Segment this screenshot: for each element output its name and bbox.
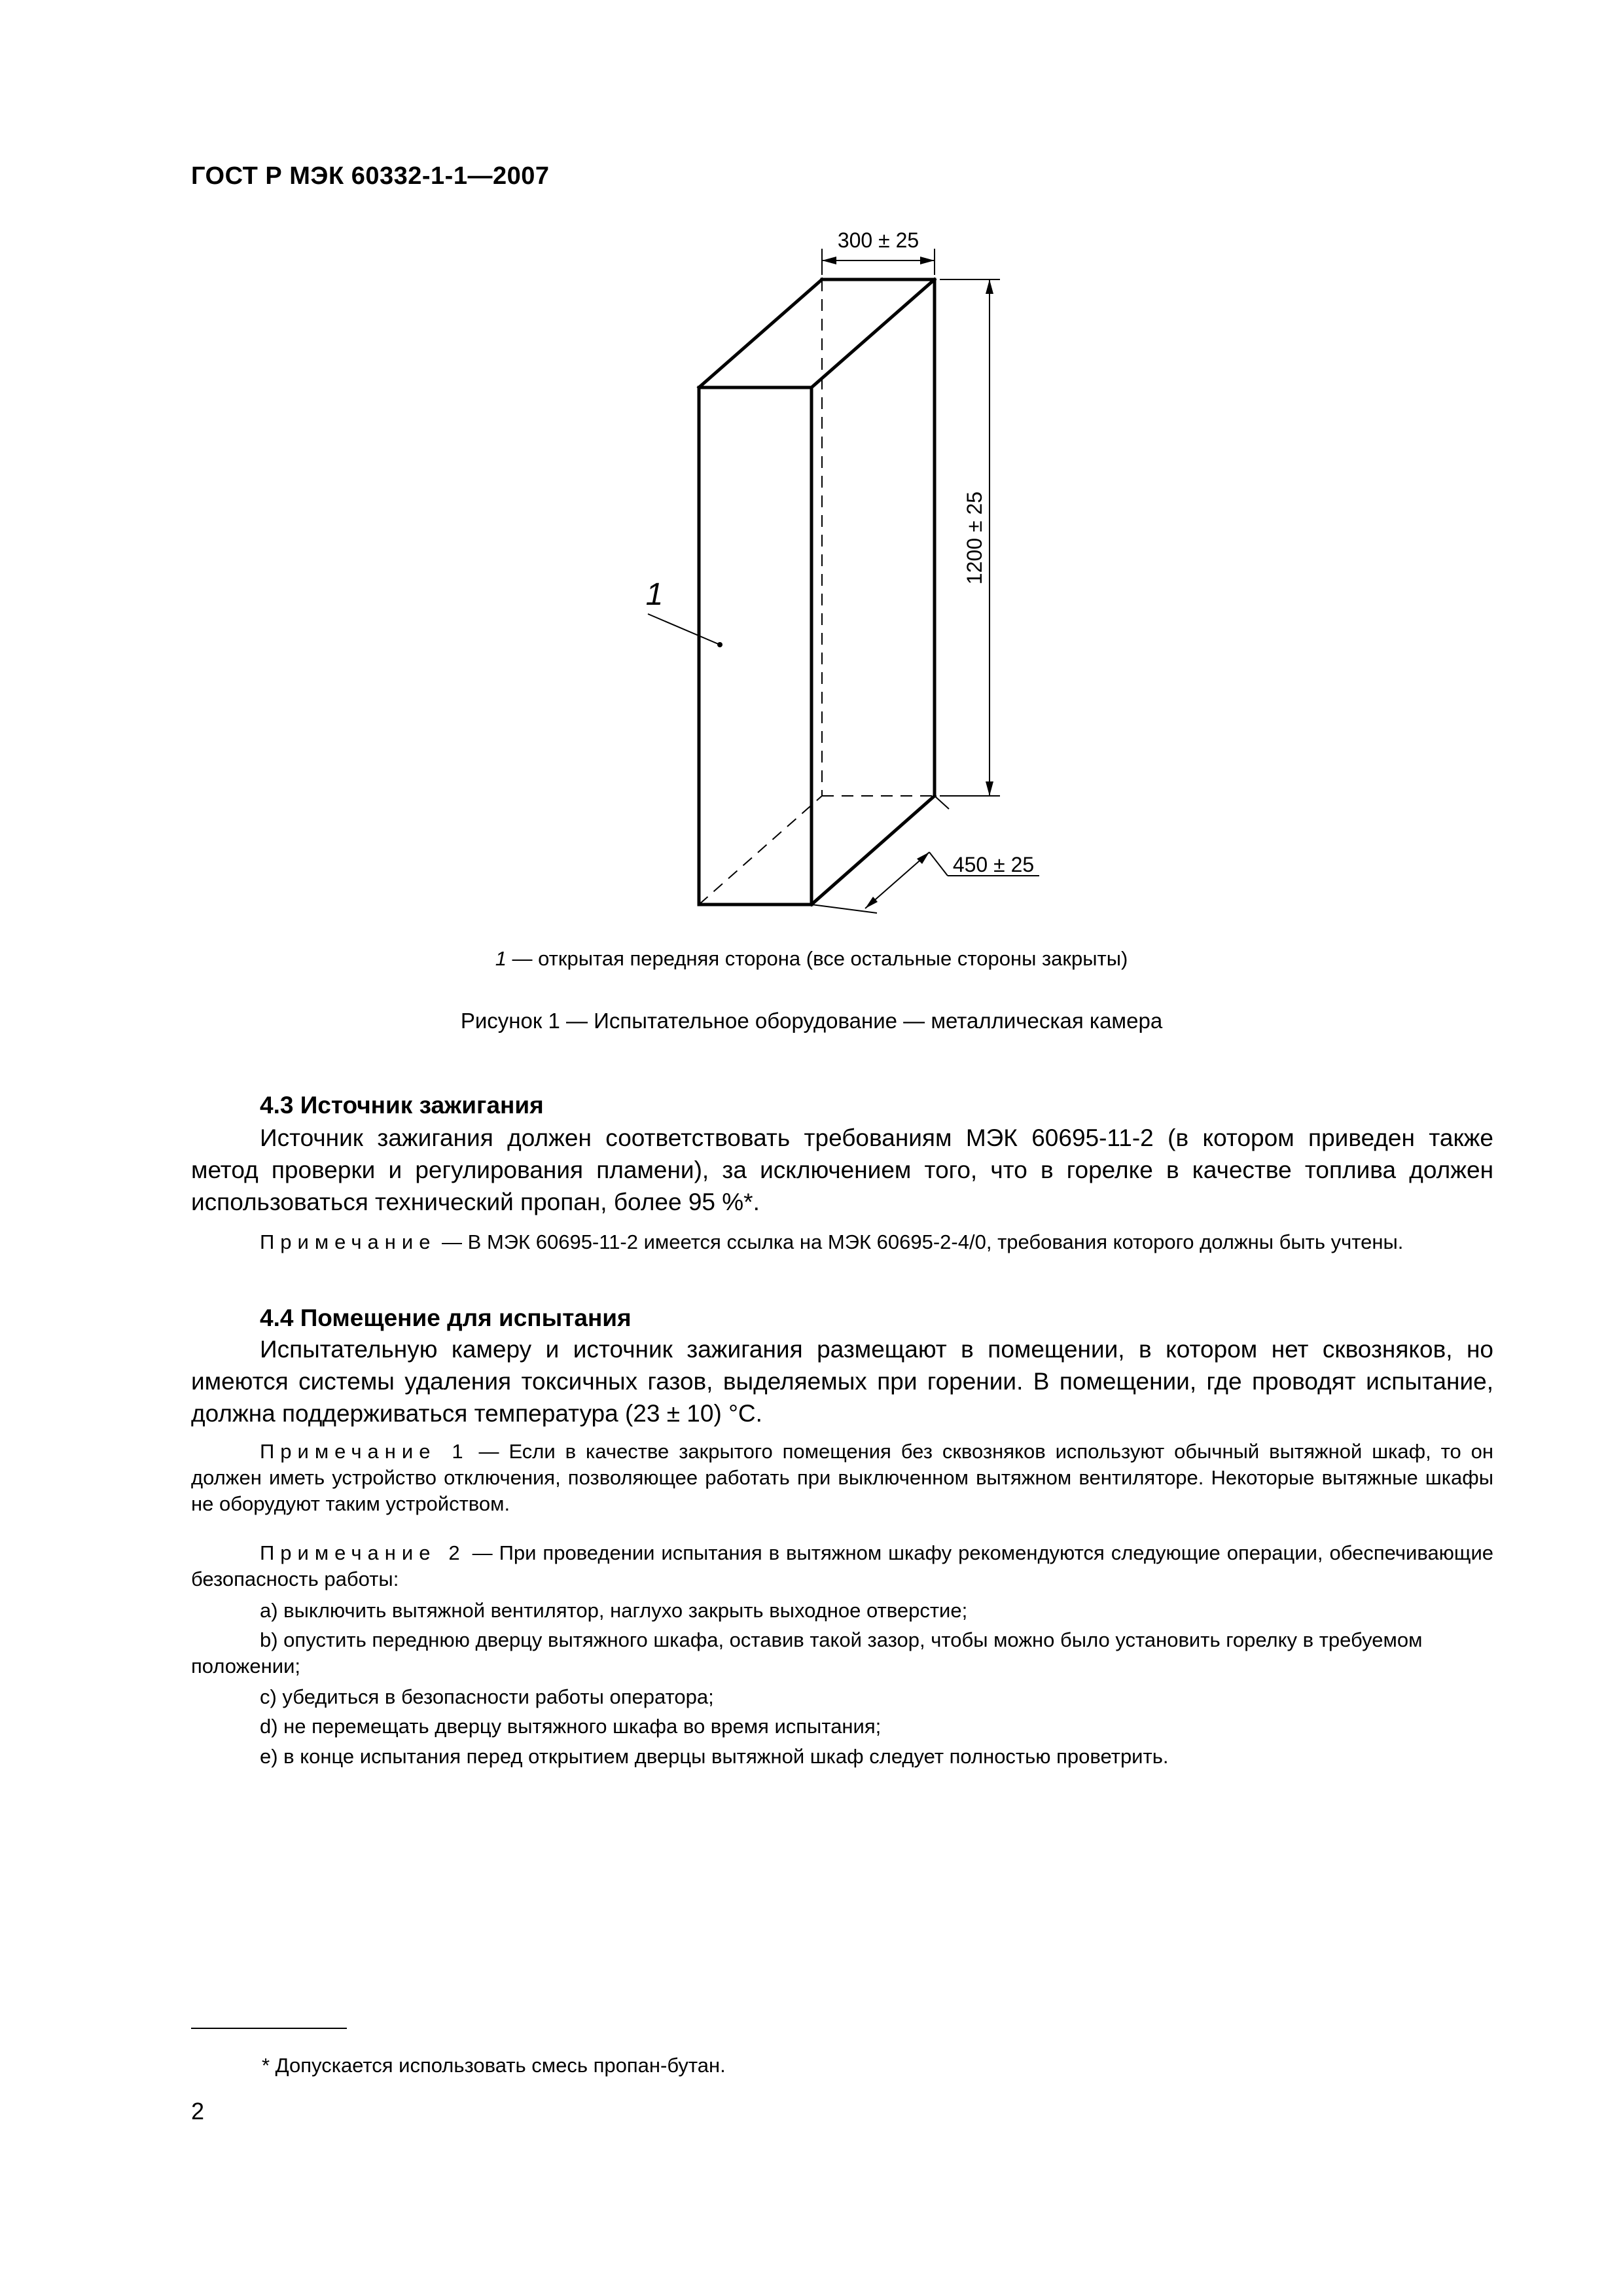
section-4-3-heading-line: [191, 1089, 1493, 1121]
document-header: ГОСТ Р МЭК 60332-1-1—2007: [191, 162, 550, 190]
note-label: Примечание 2: [260, 1541, 466, 1564]
section-heading: 4.4 Помещение для испытания: [260, 1304, 632, 1331]
list-item: b) опустить переднюю дверцу вытяжного шкафа, оставив такой зазор, чтобы можно было установить горелку в требуемом положении;: [191, 1628, 1423, 1677]
dim-depth-label: 450 ± 25: [952, 853, 1035, 876]
list-item: c) убедиться в безопасности работы оператора;: [260, 1685, 714, 1708]
dim-height-label: 1200 ± 25: [963, 491, 986, 585]
paragraph-text: Испытательную камеру и источник зажигания размещают в помещении, в котором нет сквозняков, но имеются системы удаления токсичных газов, выделяемых при горении. В помещении, где проводят испытание, должна поддерживаться температура (23 ± 10) °С.: [191, 1336, 1493, 1427]
list-item: e) в конце испытания перед открытием дверцы вытяжной шкаф следует полностью проветрить.: [260, 1745, 1169, 1768]
note-label: Примечание: [260, 1230, 437, 1253]
callout-dot: [717, 642, 722, 647]
figure-caption: Рисунок 1 — Испытательное оборудование — металлическая камера: [460, 1009, 1163, 1033]
section-4-3-note: [191, 1229, 1493, 1255]
figure-metal-chamber: [0, 0, 1623, 942]
paragraph-text: Источник зажигания должен соответствовать требованиям МЭК 60695-11-2 (в котором приведен также метод проверки и регулирования пламени), за исключением того, что в горелке в качестве топлива должен использоваться технический пропан, более 95 %*.: [191, 1124, 1493, 1215]
note-text: — При проведении испытания в вытяжном шкафу рекомендуются следующие операции, обеспечивающие безопасность работы:: [191, 1541, 1493, 1590]
legend-number: 1: [495, 947, 507, 970]
section-4-4-note-1: [191, 1439, 1493, 1517]
footnote: * Допускается использовать смесь пропан-бутан.: [262, 2054, 726, 2077]
list-item: d) не перемещать дверцу вытяжного шкафа во время испытания;: [260, 1715, 882, 1738]
footnote-rule: [191, 2028, 347, 2029]
section-4-4-heading-line: [191, 1302, 1493, 1334]
legend-text: — открытая передняя сторона (все остальные стороны закрыты): [506, 947, 1128, 970]
hidden-edge-diagonal: [699, 796, 822, 905]
section-4-4-paragraph: [191, 1333, 1493, 1429]
figure-callout-number: 1: [645, 577, 664, 612]
note-label: Примечание 1: [260, 1440, 469, 1463]
figure-legend: [0, 947, 1623, 971]
section-4-3-paragraph: [191, 1122, 1493, 1218]
section-heading: 4.3 Источник зажигания: [260, 1092, 544, 1119]
note-text: — Если в качестве закрытого помещения без сквозняков используют обычный вытяжной шкаф, то он должен иметь устройство отключения, позволяющее работать при выключенном вытяжном вентиляторе. Некоторые вытяжные шкафы не оборудуют таким устройством.: [191, 1440, 1493, 1515]
chamber-front-face: [699, 387, 812, 905]
section-4-4-note-2: [191, 1540, 1493, 1592]
list-item: a) выключить вытяжной вентилятор, наглухо закрыть выходное отверстие;: [260, 1599, 968, 1622]
page-number: 2: [191, 2098, 205, 2125]
callout-leader: [648, 614, 720, 645]
note-text: — В МЭК 60695-11-2 имеется ссылка на МЭК 60695-2-4/0, требования которого должны быть учтены.: [436, 1230, 1404, 1253]
dim-width-label: 300 ± 25: [837, 228, 919, 252]
